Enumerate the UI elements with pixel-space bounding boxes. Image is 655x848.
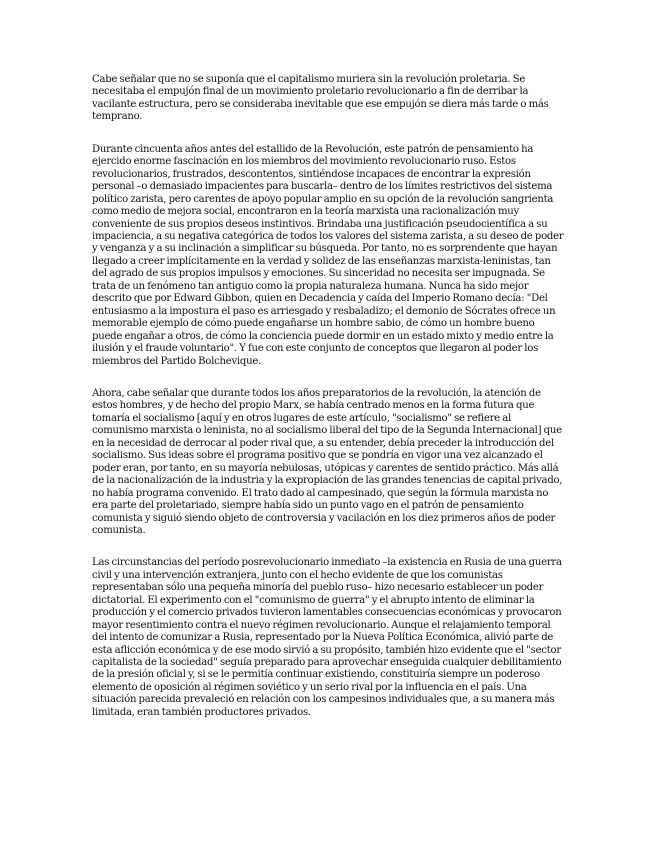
paragraph-1: Cabe señalar que no se suponía que el capitalismo muriera sin la revolución proletaria. Se necesitaba el empujón final de un movimiento proletario revolucionario a fin de derribar la vacilante estructura, pero se consideraba inevitable que ese empujón se diera más tarde o más temprano. <box>92 74 549 123</box>
paragraph-3: Ahora, cabe señalar que durante todos los años preparatorios de la revolución, la atención de estos hombres, y de hecho del propio Marx, se había centrado menos en la forma futura que tomaría el socialismo [aquí y en otros lugares de este artículo, "socialismo" se refiere al comunismo marxista o leninista, no al socialismo liberal del tipo de la Segunda Internacional] que en la necesidad de derrocar al poder rival que, a su entender, debía preceder la introducción del socialismo. Sus ideas sobre el programa positivo que se pondría en vigor una vez alcanzado el poder eran, por tanto, en su mayoría nebulosas, utópicas y carentes de sentido práctico. Más allá de la nacionalización de la industria y la expropiación de las grandes tenencias de capital privado, no había programa convenido. El trato dado al campesinado, que según la fórmula marxista no era parte del proletariado, siempre había sido un punto vago en el patrón de pensamiento comunista y siguió siendo objeto de controversia y vacilación en los diez primeros años de poder comunista. <box>92 387 563 536</box>
paragraph-4: Las circunstancias del período posrevolucionario inmediato –la existencia en Rusia de una guerra civil y una intervención extranjera, junto con el hecho evidente de que los comunistas representaban sólo una pequeña minoría del pueblo ruso– hizo necesario establecer un poder dictatorial. El experimento con el "comunismo de guerra" y el abrupto intento de eliminar la producción y el comercio privados tuvieron lamentables consecuencias económicas y provocaron mayor resentimiento contra el nuevo régimen revolucionario. Aunque el relajamiento temporal del intento de comunizar a Rusia, representado por la Nueva Política Económica, alivió parte de esta aflicción económica y de ese modo sirvió a su propósito, también hizo evidente que el "sector capitalista de la sociedad" seguía preparado para aprovechar enseguida cualquier debilitamiento de la presión oficial y, si se le permitía continuar existiendo, constituiría siempre un poderoso elemento de oposición al régimen soviético y un serio rival por la influencia en el país. Una situación parecida prevaleció en relación con los campesinos individuales que, a su manera más limitada, eran también productores privados. <box>92 557 562 718</box>
paragraph-2: Durante cincuenta años antes del estallido de la Revolución, este patrón de pensamiento ha ejercido enorme fascinación en los miembros del movimiento revolucionario ruso. Estos revolucionarios, frustrados, descontentos, sintiéndose incapaces de encontrar la expresión personal –o demasiado impacientes para buscarla– dentro de los límites restrictivos del sistema político zarista, pero carentes de apoyo popular amplio en su opción de la revolución sangrienta como medio de mejora social, encontraron en la teoría marxista una racionalización muy conveniente de sus propios deseos instintivos. Brindaba una justificación pseudocientífica a su impaciencia, a su negativa categórica de todos los valores del sistema zarista, a su deseo de poder y venganza y a su inclinación a simplificar su búsqueda. Por tanto, no es sorprendente que hayan llegado a creer implícitamente en la verdad y solidez de las enseñanzas marxista-leninistas, tan del agrado de sus propios impulsos y emociones. Su sinceridad no necesita ser impugnada. Se trata de un fenómeno tan antiguo como la propia naturaleza humana. Nunca ha sido mejor descrito que por Edward Gibbon, quien en Decadencia y caída del Imperio Romano decía: "Del entusiasmo a la impostura el paso es arriesgado y resbaladizo; el demonio de Sócrates ofrece un memorable ejemplo de cómo puede engañarse un hombre sabio, de cómo un hombre bueno puede engañar a otros, de cómo la conciencia puede dormir en un estado mixto y medio entre la ilusión y el fraude voluntario". Y fue con este conjunto de conceptos que llegaron al poder los miembros del Partido Bolchevique. <box>92 143 564 367</box>
body-text <box>92 74 566 739</box>
